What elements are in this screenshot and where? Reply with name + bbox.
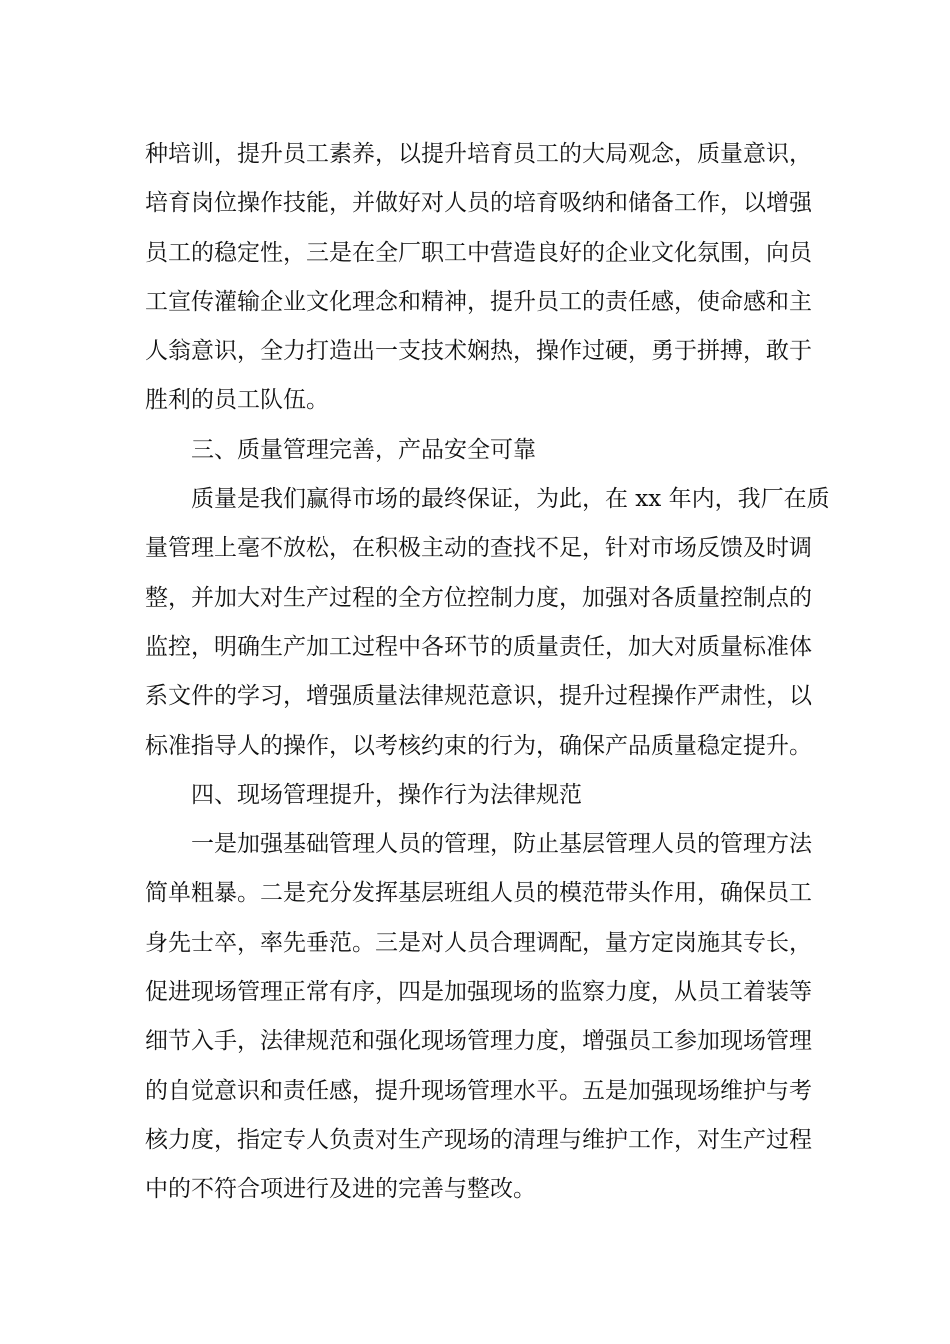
- section-heading-3: 三、质量管理完善，产品安全可靠: [191, 436, 536, 463]
- body-line: 中的不符合项进行及进的完善与整改。: [145, 1176, 536, 1203]
- body-line: 监控，明确生产加工过程中各环节的质量责任，加大对质量标准体: [145, 633, 812, 660]
- section-heading-4: 四、现场管理提升，操作行为法律规范: [191, 781, 582, 808]
- body-line: 质量是我们赢得市场的最终保证，为此，在 xx 年内，我厂在质: [191, 486, 830, 513]
- body-line: 胜利的员工队伍。: [145, 387, 329, 414]
- body-line: 种培训，提升员工素养，以提升培育员工的大局观念，质量意识，: [145, 141, 812, 167]
- body-line: 一是加强基础管理人员的管理，防止基层管理人员的管理方法: [191, 831, 812, 858]
- body-line: 简单粗暴。二是充分发挥基层班组人员的模范带头作用，确保员工: [145, 880, 812, 907]
- body-line: 核力度，指定专人负责对生产现场的清理与维护工作，对生产过程: [145, 1126, 812, 1153]
- body-line: 身先士卒，率先垂范。三是对人员合理调配，量方定岗施其专长，: [145, 929, 812, 956]
- body-line: 的自觉意识和责任感，提升现场管理水平。五是加强现场维护与考: [145, 1077, 812, 1104]
- body-line: 量管理上毫不放松，在积极主动的查找不足，针对市场反馈及时调: [145, 535, 812, 562]
- body-line: 人翁意识，全力打造出一支技术娴热，操作过硬，勇于拼搏，敢于: [145, 338, 812, 365]
- body-line: 促进现场管理正常有序，四是加强现场的监察力度，从员工着装等: [145, 979, 812, 1006]
- body-line: 细节入手，法律规范和强化现场管理力度，增强员工参加现场管理: [145, 1028, 812, 1055]
- body-line: 标准指导人的操作，以考核约束的行为，确保产品质量稳定提升。: [145, 732, 812, 759]
- body-line: 工宣传灌输企业文化理念和精神，提升员工的责任感，使命感和主: [145, 288, 812, 315]
- body-line: 整，并加大对生产过程的全方位控制力度，加强对各质量控制点的: [145, 584, 812, 611]
- body-line: 系文件的学习，增强质量法律规范意识，提升过程操作严肃性，以: [145, 683, 812, 710]
- body-line: 员工的稳定性，三是在全厂职工中营造良好的企业文化氛围，向员: [145, 239, 812, 266]
- body-line: 培育岗位操作技能，并做好对人员的培育吸纳和储备工作，以增强: [145, 190, 812, 217]
- document-body: [145, 130, 830, 1215]
